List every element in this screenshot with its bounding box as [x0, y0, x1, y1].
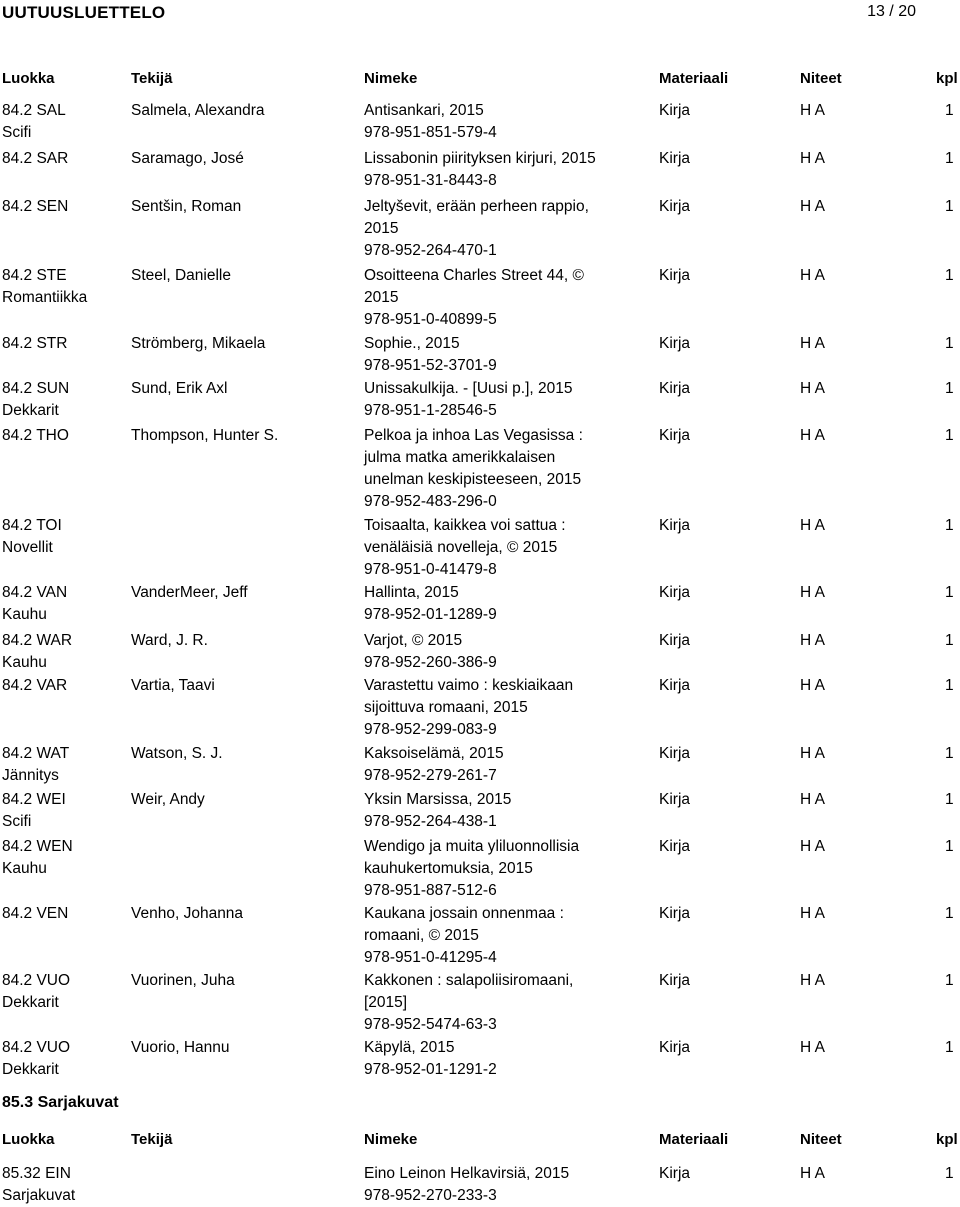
row-title	[364, 582, 497, 626]
row-class-line: Dekkarit	[2, 402, 59, 419]
row-material: Kirja	[659, 972, 691, 989]
row-title-line: 978-952-5474-63-3	[364, 1016, 497, 1033]
row-title-line: kauhukertomuksia, 2015	[364, 860, 533, 877]
row-class-line: Sarjakuvat	[2, 1187, 76, 1204]
column-header-luokka: Luokka	[2, 70, 55, 87]
row-class-line: Jännitys	[2, 767, 59, 784]
row-copies-note: H A	[800, 427, 825, 444]
row-class	[2, 196, 68, 218]
row-title-line: [2015]	[364, 994, 408, 1011]
row-class-line: Dekkarit	[2, 1061, 59, 1078]
row-title-line: Kakkonen : salapoliisiromaani,	[364, 972, 574, 989]
row-author: Thompson, Hunter S.	[131, 427, 279, 444]
row-class-line: 84.2 SUN	[2, 380, 70, 397]
row-class-line: 84.2 VUO	[2, 1039, 71, 1056]
row-class-line: 84.2 STR	[2, 335, 68, 352]
row-title-line: 978-952-483-296-0	[364, 493, 497, 510]
row-title-line: 978-951-0-41479-8	[364, 561, 497, 578]
row-class-line: 84.2 TOI	[2, 517, 62, 534]
row-author: Sund, Erik Axl	[131, 380, 228, 397]
row-copies-note: H A	[800, 905, 825, 922]
row-title-line: 978-951-52-3701-9	[364, 357, 497, 374]
row-class-line: Scifi	[2, 124, 32, 141]
row-copies-note: H A	[800, 584, 825, 601]
row-count: 1	[945, 427, 954, 444]
row-title-line: sijoittuva romaani, 2015	[364, 699, 528, 716]
row-author: Sentšin, Roman	[131, 198, 242, 215]
row-count: 1	[945, 517, 954, 534]
row-class	[2, 789, 66, 833]
row-copies-note: H A	[800, 380, 825, 397]
row-count: 1	[945, 335, 954, 352]
row-title-line: Varjot, © 2015	[364, 632, 463, 649]
row-class-line: 84.2 VEN	[2, 905, 69, 922]
row-title-line: 2015	[364, 289, 399, 306]
row-material: Kirja	[659, 677, 691, 694]
row-copies-note: H A	[800, 1165, 825, 1182]
row-class-line: 84.2 VUO	[2, 972, 71, 989]
row-class	[2, 378, 69, 422]
column-header-niteet: Niteet	[800, 70, 842, 87]
row-material: Kirja	[659, 745, 691, 762]
row-class	[2, 970, 70, 1014]
column-header-luokka: Luokka	[2, 1131, 55, 1148]
row-title	[364, 378, 572, 422]
row-title-line: 978-952-264-470-1	[364, 242, 497, 259]
row-title-line: Varastettu vaimo : keskiaikaan	[364, 677, 574, 694]
row-title-line: Toisaalta, kaikkea voi sattua :	[364, 517, 566, 534]
row-title-line: 978-951-31-8443-8	[364, 172, 497, 189]
row-material: Kirja	[659, 838, 691, 855]
row-class-line: 84.2 SEN	[2, 198, 69, 215]
row-count: 1	[945, 677, 954, 694]
page-number: 13 / 20	[867, 3, 916, 20]
row-title-line: romaani, © 2015	[364, 927, 479, 944]
row-copies-note: H A	[800, 150, 825, 167]
row-count: 1	[945, 905, 954, 922]
row-class-line: Kauhu	[2, 606, 47, 623]
row-title	[364, 836, 579, 902]
row-title	[364, 970, 573, 1036]
row-title-line: Sophie., 2015	[364, 335, 460, 352]
row-title-line: 978-951-0-41295-4	[364, 949, 497, 966]
row-copies-note: H A	[800, 791, 825, 808]
row-class	[2, 515, 62, 559]
row-author: Watson, S. J.	[131, 745, 223, 762]
row-class-line: 84.2 SAL	[2, 102, 66, 119]
row-copies-note: H A	[800, 267, 825, 284]
row-material: Kirja	[659, 427, 691, 444]
row-count: 1	[945, 972, 954, 989]
row-title-line: Wendigo ja muita yliluonnollisia	[364, 838, 580, 855]
row-count: 1	[945, 380, 954, 397]
row-count: 1	[945, 150, 954, 167]
row-title-line: 978-952-270-233-3	[364, 1187, 497, 1204]
row-copies-note: H A	[800, 838, 825, 855]
row-class-line: 84.2 SAR	[2, 150, 69, 167]
row-title-line: Lissabonin piirityksen kirjuri, 2015	[364, 150, 596, 167]
row-material: Kirja	[659, 267, 691, 284]
row-title-line: Kaksoiselämä, 2015	[364, 745, 504, 762]
row-title-line: Yksin Marsissa, 2015	[364, 791, 512, 808]
row-class-line: 84.2 THO	[2, 427, 69, 444]
row-title-line: 978-952-279-261-7	[364, 767, 497, 784]
row-material: Kirja	[659, 1039, 691, 1056]
row-copies-note: H A	[800, 632, 825, 649]
row-count: 1	[945, 745, 954, 762]
row-copies-note: H A	[800, 102, 825, 119]
row-class	[2, 836, 73, 880]
row-material: Kirja	[659, 102, 691, 119]
row-class	[2, 333, 67, 355]
row-author: Salmela, Alexandra	[131, 102, 265, 119]
row-class-line: 84.2 WEN	[2, 838, 73, 855]
row-title	[364, 630, 497, 674]
row-count: 1	[945, 1165, 954, 1182]
row-class-line: Romantiikka	[2, 289, 88, 306]
row-author: Weir, Andy	[131, 791, 205, 808]
row-title-line: Käpylä, 2015	[364, 1039, 455, 1056]
row-material: Kirja	[659, 150, 691, 167]
row-class-line: Scifi	[2, 813, 32, 830]
row-material: Kirja	[659, 335, 691, 352]
row-class	[2, 903, 68, 925]
row-title	[364, 265, 584, 331]
row-copies-note: H A	[800, 198, 825, 215]
row-class-line: Kauhu	[2, 654, 47, 671]
row-class-line: 84.2 VAN	[2, 584, 68, 601]
row-title	[364, 1037, 497, 1081]
row-class	[2, 1037, 70, 1081]
row-count: 1	[945, 267, 954, 284]
row-title-line: 978-952-01-1289-9	[364, 606, 497, 623]
row-class	[2, 425, 69, 447]
row-class	[2, 1163, 75, 1207]
row-title-line: 978-951-851-579-4	[364, 124, 497, 141]
row-title	[364, 196, 589, 262]
row-author: Vuorinen, Juha	[131, 972, 235, 989]
row-author: Steel, Danielle	[131, 267, 231, 284]
row-class	[2, 100, 66, 144]
row-class-line: 84.2 STE	[2, 267, 67, 284]
row-title-line: 978-951-1-28546-5	[364, 402, 497, 419]
column-header-nimeke: Nimeke	[364, 70, 418, 87]
row-class	[2, 582, 67, 626]
column-header-materiaali: Materiaali	[659, 70, 729, 87]
row-title-line: Kaukana jossain onnenmaa :	[364, 905, 564, 922]
row-copies-note: H A	[800, 745, 825, 762]
row-title-line: venäläisiä novelleja, © 2015	[364, 539, 558, 556]
row-count: 1	[945, 838, 954, 855]
row-title-line: 978-952-260-386-9	[364, 654, 497, 671]
row-title-line: Antisankari, 2015	[364, 102, 484, 119]
row-class	[2, 630, 72, 674]
row-material: Kirja	[659, 905, 691, 922]
page-title: UUTUUSLUETTELO	[2, 3, 166, 22]
row-material: Kirja	[659, 791, 691, 808]
row-title-line: Pelkoa ja inhoa Las Vegasissa :	[364, 427, 583, 444]
row-count: 1	[945, 1039, 954, 1056]
row-title	[364, 148, 596, 192]
row-title	[364, 675, 573, 741]
row-class-line: Kauhu	[2, 860, 47, 877]
column-header-nimeke: Nimeke	[364, 1131, 418, 1148]
row-copies-note: H A	[800, 1039, 825, 1056]
column-header-kpl: kpl	[936, 1131, 958, 1148]
row-title-line: 2015	[364, 220, 399, 237]
row-author: Vartia, Taavi	[131, 677, 215, 694]
row-material: Kirja	[659, 1165, 691, 1182]
row-copies-note: H A	[800, 517, 825, 534]
row-count: 1	[945, 791, 954, 808]
row-title	[364, 333, 497, 377]
row-title-line: Hallinta, 2015	[364, 584, 459, 601]
row-title-line: 978-952-01-1291-2	[364, 1061, 497, 1078]
row-title-line: 978-952-264-438-1	[364, 813, 497, 830]
row-title	[364, 1163, 569, 1207]
row-count: 1	[945, 198, 954, 215]
row-title-line: 978-952-299-083-9	[364, 721, 497, 738]
row-copies-note: H A	[800, 335, 825, 352]
section-heading: 85.3 Sarjakuvat	[2, 1094, 119, 1111]
row-count: 1	[945, 584, 954, 601]
row-class	[2, 148, 68, 170]
row-class-line: 84.2 VAR	[2, 677, 68, 694]
row-author: Venho, Johanna	[131, 905, 244, 922]
row-material: Kirja	[659, 584, 691, 601]
row-class	[2, 265, 87, 309]
row-author: Vuorio, Hannu	[131, 1039, 230, 1056]
row-class-line: 84.2 WAT	[2, 745, 70, 762]
row-title	[364, 789, 511, 833]
row-copies-note: H A	[800, 677, 825, 694]
row-material: Kirja	[659, 517, 691, 534]
row-author: Strömberg, Mikaela	[131, 335, 266, 352]
column-header-tekija: Tekijä	[131, 1131, 173, 1148]
row-title-line: Unissakulkija. - [Uusi p.], 2015	[364, 380, 573, 397]
row-class-line: 84.2 WEI	[2, 791, 66, 808]
row-title-line: julma matka amerikkalaisen	[364, 449, 556, 466]
row-title	[364, 100, 497, 144]
row-title	[364, 903, 564, 969]
row-class	[2, 675, 67, 697]
row-copies-note: H A	[800, 972, 825, 989]
row-class-line: Novellit	[2, 539, 53, 556]
row-title-line: Osoitteena Charles Street 44, ©	[364, 267, 584, 284]
column-header-materiaali: Materiaali	[659, 1131, 729, 1148]
row-material: Kirja	[659, 380, 691, 397]
row-material: Kirja	[659, 632, 691, 649]
row-title	[364, 515, 566, 581]
row-author: VanderMeer, Jeff	[131, 584, 248, 601]
column-header-tekija: Tekijä	[131, 70, 173, 87]
row-material: Kirja	[659, 198, 691, 215]
row-title	[364, 743, 504, 787]
row-class-line: 84.2 WAR	[2, 632, 73, 649]
row-title-line: Eino Leinon Helkavirsiä, 2015	[364, 1165, 570, 1182]
row-class-line: Dekkarit	[2, 994, 59, 1011]
row-count: 1	[945, 632, 954, 649]
row-title	[364, 425, 583, 513]
row-author: Ward, J. R.	[131, 632, 208, 649]
column-header-niteet: Niteet	[800, 1131, 842, 1148]
row-title-line: 978-951-0-40899-5	[364, 311, 497, 328]
row-count: 1	[945, 102, 954, 119]
row-title-line: 978-951-887-512-6	[364, 882, 497, 899]
row-class-line: 85.32 EIN	[2, 1165, 71, 1182]
row-title-line: Jeltyševit, erään perheen rappio,	[364, 198, 589, 215]
row-class	[2, 743, 69, 787]
row-title-line: unelman keskipisteeseen, 2015	[364, 471, 582, 488]
row-author: Saramago, José	[131, 150, 244, 167]
column-header-kpl: kpl	[936, 70, 958, 87]
